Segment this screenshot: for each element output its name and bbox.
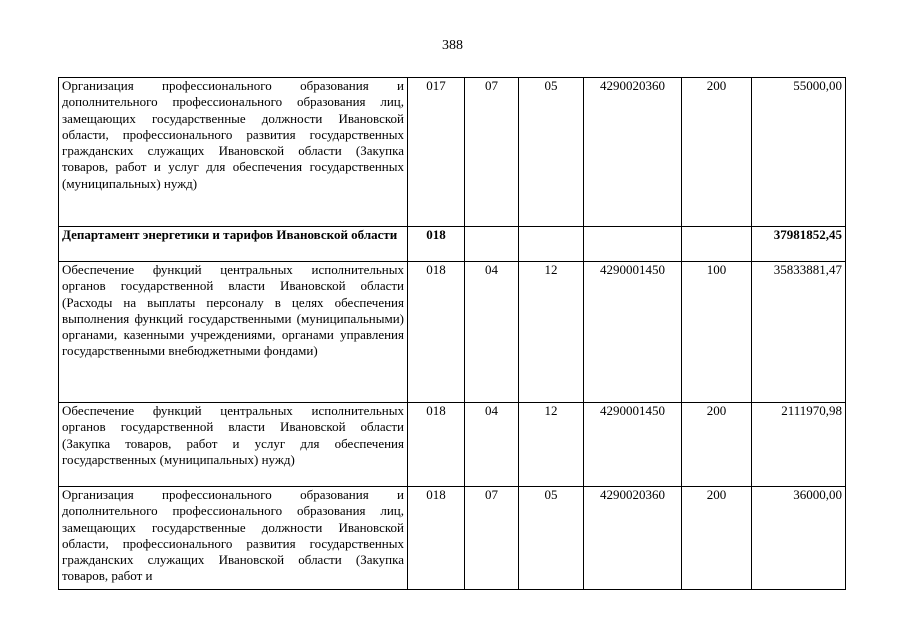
item-name: Организация профессионального образования и дополнительного профессионального образования лиц, замещающих государственные должности Ивановской области, профессионального развития государственных гражданских служащих Ивановской области (Закупка товаров, работ и услуг для обеспечения государственных (муниципальных) нужд) [59, 78, 408, 227]
item-name: Обеспечение функций центральных исполнительных органов государственной власти Ивановской области (Закупка товаров, работ и услуг для обеспечения государственных (муниципальных) нужд) [59, 403, 408, 487]
ministry-code: 018 [408, 262, 465, 403]
amount: 35833881,47 [752, 262, 846, 403]
expense-type-code: 200 [682, 487, 752, 590]
ministry-code: 017 [408, 78, 465, 227]
item-name: Департамент энергетики и тарифов Ивановской области [59, 227, 408, 262]
table-row [59, 227, 846, 262]
target-code: 4290020360 [584, 487, 682, 590]
subsection-code: 05 [519, 487, 584, 590]
item-name: Организация профессионального образования и дополнительного профессионального образования лиц, замещающих государственные должности Ивановской области, профессионального развития государственных гражданских служащих Ивановской области (Закупка товаров, работ и [59, 487, 408, 590]
subsection-code: 12 [519, 403, 584, 487]
amount: 37981852,45 [752, 227, 846, 262]
target-code: 4290001450 [584, 403, 682, 487]
section-code: 07 [465, 78, 519, 227]
page-number: 388 [442, 38, 463, 53]
target-code: 4290001450 [584, 262, 682, 403]
table-row [59, 403, 846, 487]
table-row [59, 487, 846, 590]
table-row [59, 262, 846, 403]
amount: 55000,00 [752, 78, 846, 227]
ministry-code: 018 [408, 403, 465, 487]
amount: 2111970,98 [752, 403, 846, 487]
expense-type-code: 200 [682, 78, 752, 227]
expense-type-code: 100 [682, 262, 752, 403]
subsection-code: 12 [519, 262, 584, 403]
budget-table [58, 77, 846, 590]
expense-type-code: 200 [682, 403, 752, 487]
amount: 36000,00 [752, 487, 846, 590]
item-name: Обеспечение функций центральных исполнительных органов государственной власти Ивановской области (Расходы на выплаты персоналу в целях обеспечения выполнения функций государственными (муниципальными) органами, казенными учреждениями, органами управления государственными внебюджетными фондами) [59, 262, 408, 403]
section-code: 04 [465, 403, 519, 487]
section-code: 07 [465, 487, 519, 590]
subsection-code: 05 [519, 78, 584, 227]
subsection-code [519, 227, 584, 262]
section-code [465, 227, 519, 262]
ministry-code: 018 [408, 227, 465, 262]
target-code: 4290020360 [584, 78, 682, 227]
section-code: 04 [465, 262, 519, 403]
target-code [584, 227, 682, 262]
expense-type-code [682, 227, 752, 262]
table-row [59, 78, 846, 227]
ministry-code: 018 [408, 487, 465, 590]
